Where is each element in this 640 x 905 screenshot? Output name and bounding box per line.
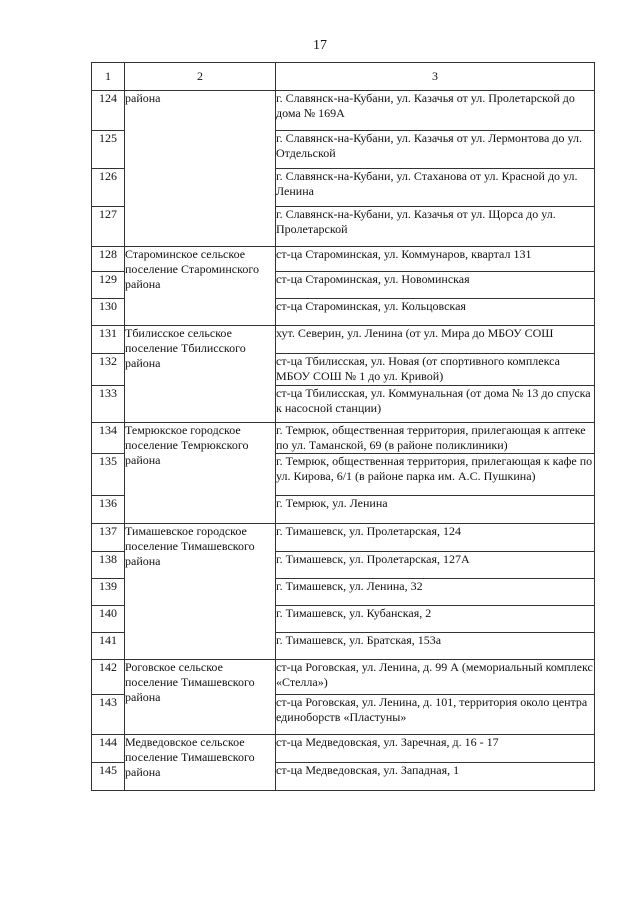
page-number: 17 <box>313 38 327 53</box>
municipality-cell: Темрюкское городское поселение Темрюкского района <box>125 423 276 524</box>
row-number: 142 <box>92 660 125 695</box>
address-cell: г. Тимашевск, ул. Братская, 153а <box>276 633 595 660</box>
row-number: 134 <box>92 423 125 454</box>
municipality-cell: Роговское сельское поселение Тимашевского района <box>125 660 276 735</box>
row-number: 144 <box>92 735 125 763</box>
address-cell: ст-ца Роговская, ул. Ленина, д. 99 А (мемориальный комплекс «Стелла») <box>276 660 595 695</box>
row-number: 137 <box>92 524 125 552</box>
address-cell: ст-ца Медведовская, ул. Западная, 1 <box>276 763 595 791</box>
address-cell: г. Славянск-на-Кубани, ул. Казачья от ул. Пролетарской до дома № 169А <box>276 91 595 131</box>
municipality-cell: Тимашевское городское поселение Тимашевского района <box>125 524 276 660</box>
municipality-cell: Староминское сельское поселение Староминского района <box>125 247 276 326</box>
municipality-cell: Тбилисское сельское поселение Тбилисского района <box>125 326 276 423</box>
table-row <box>92 247 595 272</box>
row-number: 124 <box>92 91 125 131</box>
row-number: 131 <box>92 326 125 354</box>
row-number: 145 <box>92 763 125 791</box>
table-row <box>92 423 595 454</box>
row-number: 140 <box>92 606 125 633</box>
header-row <box>92 63 595 91</box>
address-cell: ст-ца Староминская, ул. Коммунаров, квартал 131 <box>276 247 595 272</box>
address-cell: г. Тимашевск, ул. Ленина, 32 <box>276 579 595 606</box>
address-cell: ст-ца Староминская, ул. Кольцовская <box>276 299 595 326</box>
row-number: 128 <box>92 247 125 272</box>
row-number: 136 <box>92 496 125 524</box>
table-row <box>92 735 595 763</box>
row-number: 143 <box>92 695 125 735</box>
row-number: 135 <box>92 454 125 496</box>
row-number: 139 <box>92 579 125 606</box>
table-row <box>92 91 595 131</box>
territories-table <box>91 62 595 791</box>
address-cell: ст-ца Староминская, ул. Новоминская <box>276 272 595 299</box>
municipality-cell: района <box>125 91 276 247</box>
table-row <box>92 326 595 354</box>
row-number: 127 <box>92 207 125 247</box>
row-number: 130 <box>92 299 125 326</box>
row-number: 125 <box>92 131 125 169</box>
address-cell: хут. Северин, ул. Ленина (от ул. Мира до МБОУ СОШ <box>276 326 595 354</box>
row-number: 132 <box>92 354 125 386</box>
address-cell: г. Славянск-на-Кубани, ул. Казачья от ул. Лермонтова до ул. Отдельской <box>276 131 595 169</box>
address-cell: г. Тимашевск, ул. Пролетарская, 124 <box>276 524 595 552</box>
table-row <box>92 524 595 552</box>
address-cell: г. Тимашевск, ул. Пролетарская, 127А <box>276 552 595 579</box>
address-cell: г. Темрюк, общественная территория, прилегающая к аптеке по ул. Таманской, 69 (в районе поликлиники) <box>276 423 595 454</box>
row-number: 129 <box>92 272 125 299</box>
address-cell: ст-ца Тбилисская, ул. Новая (от спортивного комплекса МБОУ СОШ № 1 до ул. Кривой) <box>276 354 595 386</box>
row-number: 138 <box>92 552 125 579</box>
municipality-cell: Медведовское сельское поселение Тимашевского района <box>125 735 276 791</box>
row-number: 141 <box>92 633 125 660</box>
row-number: 133 <box>92 386 125 423</box>
row-number: 126 <box>92 169 125 207</box>
address-cell: г. Славянск-на-Кубани, ул. Казачья от ул. Щорса до ул. Пролетарской <box>276 207 595 247</box>
address-cell: г. Темрюк, ул. Ленина <box>276 496 595 524</box>
address-cell: г. Темрюк, общественная территория, прилегающая к кафе по ул. Кирова, 6/1 (в районе парка им. А.С. Пушкина) <box>276 454 595 496</box>
column-header: 3 <box>276 63 595 91</box>
address-cell: ст-ца Тбилисская, ул. Коммунальная (от дома № 13 до спуска к насосной станции) <box>276 386 595 423</box>
address-cell: ст-ца Роговская, ул. Ленина, д. 101, территория около центра единоборств «Пластуны» <box>276 695 595 735</box>
column-header: 1 <box>92 63 125 91</box>
address-cell: г. Славянск-на-Кубани, ул. Стаханова от ул. Красной до ул. Ленина <box>276 169 595 207</box>
table-row <box>92 660 595 695</box>
address-cell: г. Тимашевск, ул. Кубанская, 2 <box>276 606 595 633</box>
column-header: 2 <box>125 63 276 91</box>
address-cell: ст-ца Медведовская, ул. Заречная, д. 16 - 17 <box>276 735 595 763</box>
